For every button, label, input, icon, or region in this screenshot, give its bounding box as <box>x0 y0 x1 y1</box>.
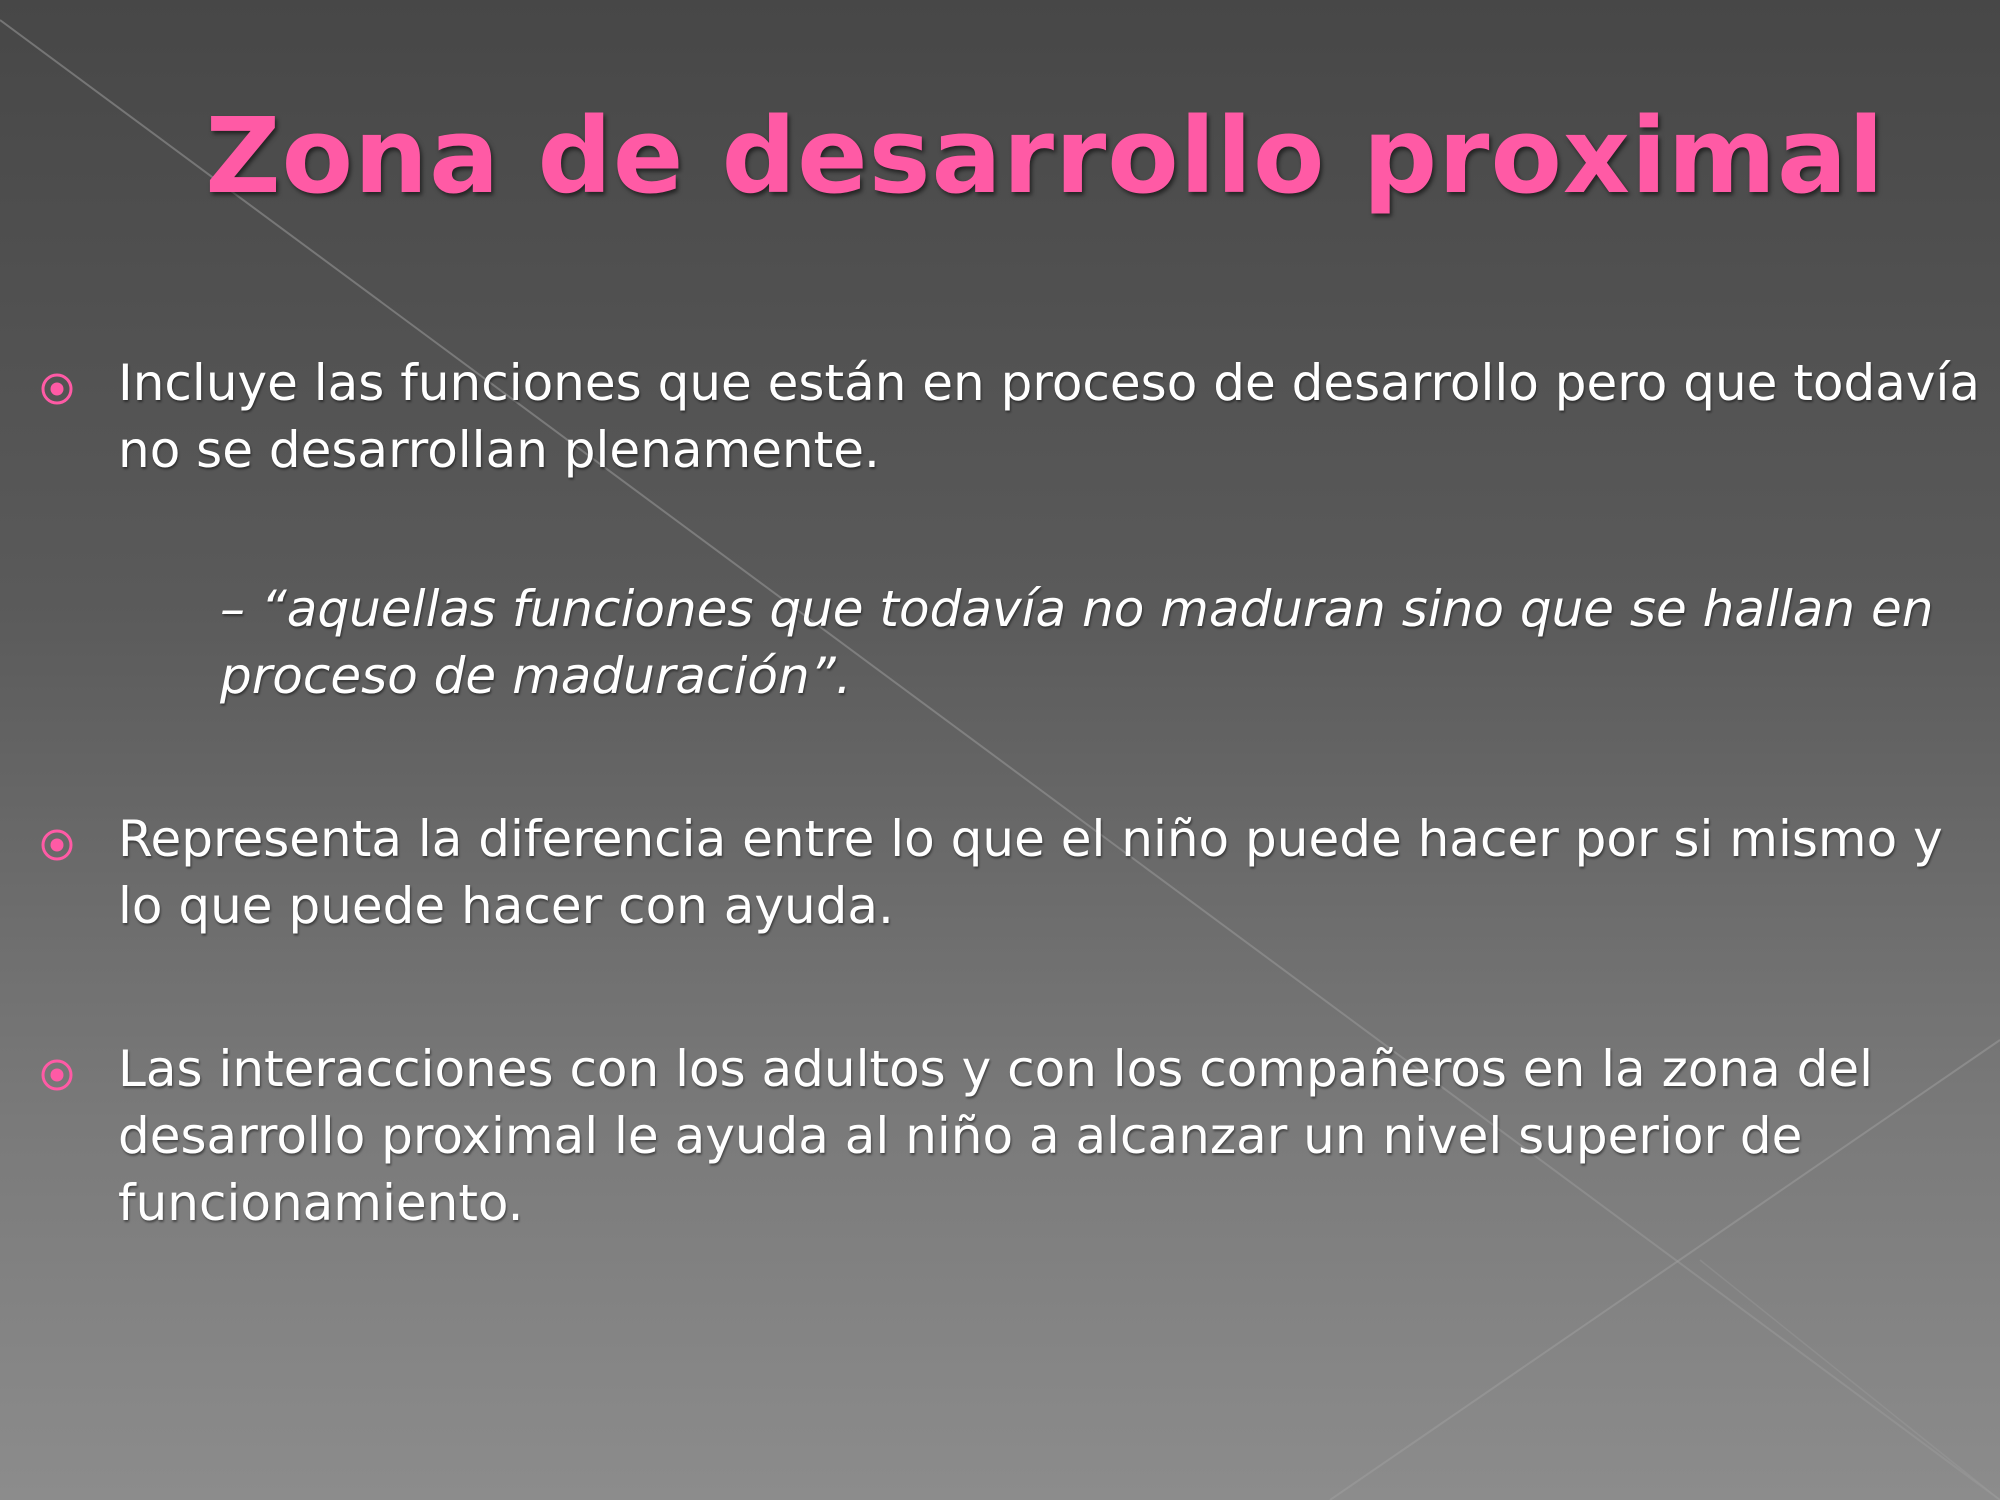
bullet-text-1: Incluye las funciones que están en proceso de desarrollo pero que todavía no se desarrollan plenamente. <box>118 354 1981 479</box>
slide-title: Zona de desarrollo proximal <box>205 95 1885 217</box>
circle-dot-icon <box>40 372 74 406</box>
circle-dot-icon <box>40 1058 74 1092</box>
circle-dot-icon <box>40 828 74 862</box>
sub-bullet-1: – “aquellas funciones que todavía no maduran sino que se hallan en proceso de maduración”. <box>220 580 1934 705</box>
bullet-item-2 <box>30 806 1980 940</box>
bullet-item-1 <box>30 350 1980 484</box>
slide-content <box>30 350 1980 1237</box>
bullet-text-3: Las interacciones con los adultos y con los compañeros en la zona del desarrollo proximal le ayuda al niño a alcanzar un nivel superior de funcionamiento. <box>118 1040 1874 1232</box>
bullet-text-2: Representa la diferencia entre lo que el niño puede hacer por si mismo y lo que puede hacer con ayuda. <box>118 810 1943 935</box>
bullet-item-3 <box>30 1036 1980 1237</box>
